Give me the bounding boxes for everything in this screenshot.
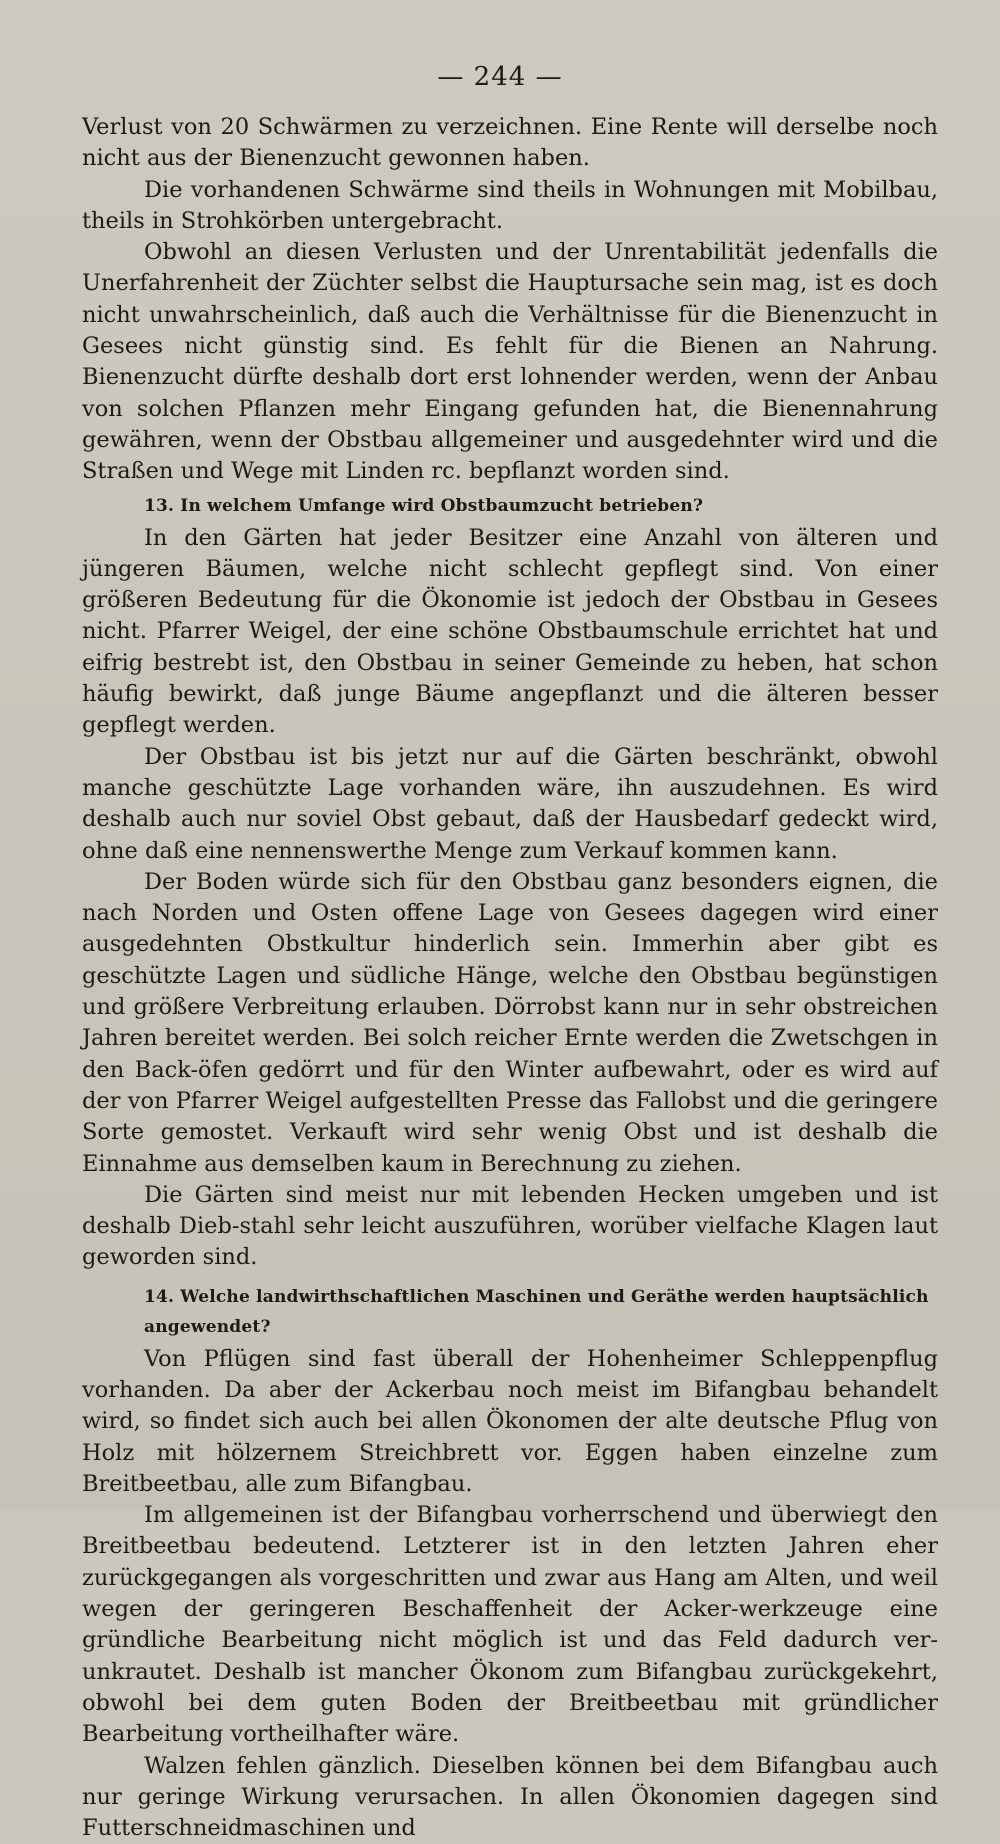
paragraph: Der Boden würde sich für den Obstbau ganz besonders eignen, die nach Norden und Osten offene Lage von Gesees dagegen wird einer ausgedehnten Obstkultur hinderlich sein. Immerhin aber gibt es geschützte Lagen und südliche Hänge, welche den Obstbau begünstigen und größere Verbreitung erlauben. Dörrobst kann nur in sehr obstreichen Jahren bereitet werden. Bei solch reicher Ernte werden die Zwetschgen in den Back-öfen gedörrt und für den Winter aufbewahrt, oder es wird auf der von Pfarrer Weigel aufgestellten Presse das Fallobst und die geringere Sorte gemostet. Verkauft wird sehr wenig Obst und ist deshalb die Einnahme aus demselben kaum in Berechnung zu ziehen. — [82, 868, 938, 1177]
paragraph: In den Gärten hat jeder Besitzer eine Anzahl von älteren und jüngeren Bäumen, welche nicht schlecht gepflegt sind. Von einer größeren Bedeutung für die Ökonomie ist jedoch der Obstbau in Gesees nicht. Pfarrer Weigel, der eine schöne Obstbaumschule errichtet hat und eifrig bestrebt ist, den Obstbau in seiner Gemeinde zu heben, hat schon häufig bewirkt, daß junge Bäume angepflanzt und die älteren besser gepflegt werden. — [82, 524, 938, 739]
paragraph: Im allgemeinen ist der Bifangbau vorherrschend und überwiegt den Breitbeetbau bedeutend. Letzterer ist in den letzten Jahren eher zurückgegangen als vorgeschritten und zwar aus Hang am Alten, und weil wegen der geringeren Beschaffenheit der Acker-werkzeuge eine gründliche Bearbeitung nicht möglich ist und das Feld dadurch ver-unkrautet. Deshalb ist mancher Ökonom zum Bifangbau zurückgekehrt, obwohl bei dem guten Boden der Breitbeetbau mit gründlicher Bearbeitung vortheilhafter wäre. — [82, 1502, 938, 1748]
paragraph: Verlust von 20 Schwärmen zu verzeichnen. Eine Rente will derselbe noch nicht aus der Bienenzucht gewonnen haben. — [82, 114, 938, 172]
body-text — [82, 112, 938, 1844]
paragraph: Die Gärten sind meist nur mit lebenden Hecken umgeben und ist deshalb Dieb-stahl sehr leicht auszuführen, worüber vielfache Klagen laut geworden sind. — [82, 1181, 938, 1271]
paragraph: Von Pflügen sind fast überall der Hohenheimer Schleppenpflug vorhanden. Da aber der Ackerbau noch meist im Bifangbau behandelt wird, so findet sich auch bei allen Ökonomen der alte deutsche Pflug von Holz mit hölzernem Streichbrett vor. Eggen haben einzelne zum Breitbeetbau, alle zum Bifangbau. — [82, 1345, 938, 1497]
paragraph: Der Obstbau ist bis jetzt nur auf die Gärten beschränkt, obwohl manche geschützte Lage vorhanden wäre, ihn auszudehnen. Es wird deshalb auch nur soviel Obst gebaut, daß der Hausbedarf gedeckt wird, ohne daß eine nennenswerthe Menge zum Verkauf kommen kann. — [82, 743, 938, 864]
paragraph: Walzen fehlen gänzlich. Dieselben können bei dem Bifangbau auch nur geringe Wirkung verursachen. In allen Ökonomien dagegen sind Futterschneidmaschinen und — [82, 1752, 938, 1842]
page-number: — 244 — — [437, 62, 563, 92]
paragraph: Die vorhandenen Schwärme sind theils in Wohnungen mit Mobilbau, theils in Strohkörben untergebracht. — [82, 176, 938, 234]
section-heading-14: 14. Welche landwirthschaftlichen Maschinen und Geräthe werden hauptsächlich angewendet? — [144, 1286, 929, 1337]
paragraph: Obwohl an diesen Verlusten und der Unrentabilität jedenfalls die Unerfahrenheit der Züchter selbst die Hauptursache sein mag, ist es doch nicht unwahrscheinlich, daß auch die Verhältnisse für die Bienenzucht in Gesees nicht günstig sind. Es fehlt für die Bienen an Nahrung. Bienenzucht dürfte deshalb dort erst lohnender werden, wenn der Anbau von solchen Pflanzen mehr Eingang gefunden hat, die Bienennahrung gewähren, wenn der Obstbau allgemeiner und ausgedehnter wird und die Straßen und Wege mit Linden rc. bepflanzt worden sind. — [82, 239, 938, 485]
section-heading-13: 13. In welchem Umfange wird Obstbaumzucht betrieben? — [144, 495, 704, 516]
